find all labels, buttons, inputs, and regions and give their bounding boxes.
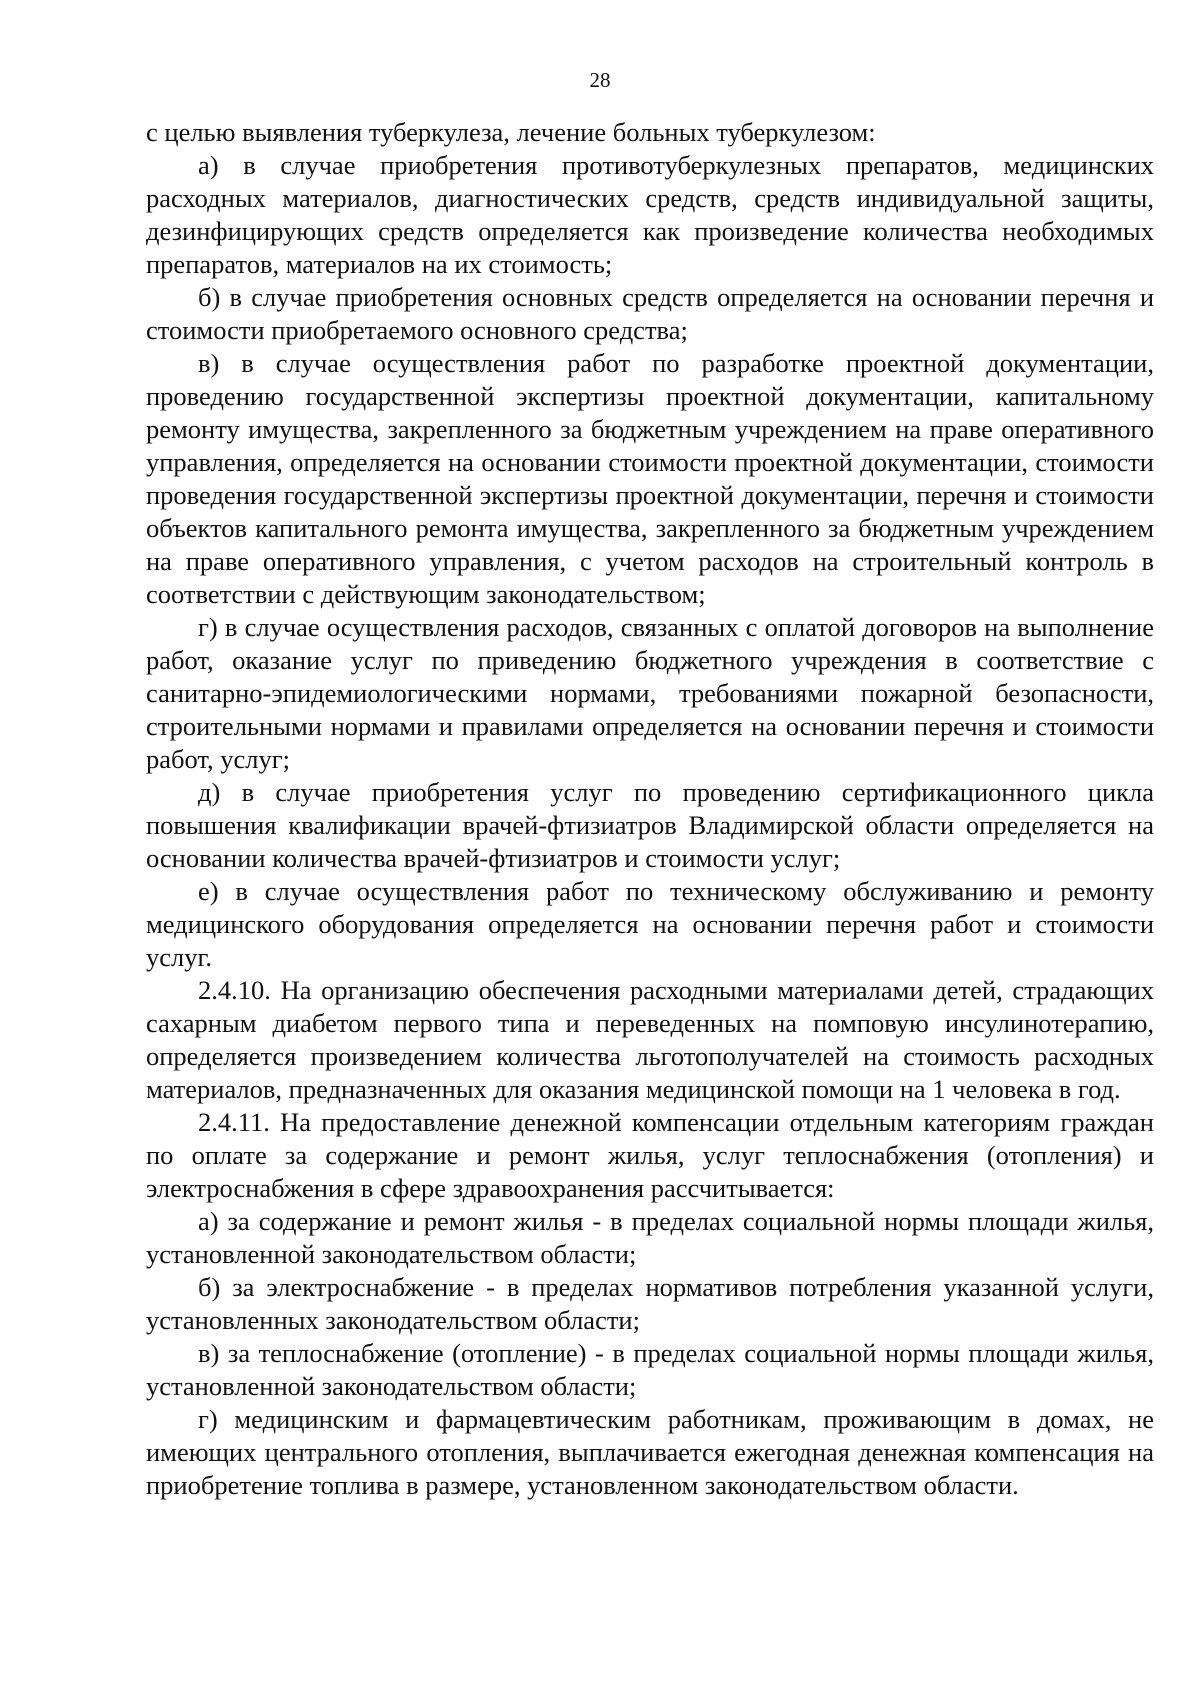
list-item-b-fixed-assets: б) в случае приобретения основных средств определяется на основании перечня и стоимости приобретаемого основного средства;: [146, 282, 1154, 345]
document-body: [146, 116, 1154, 1502]
section-2-4-11-paragraph: 2.4.11. На предоставление денежной компенсации отдельным категориям граждан по оплате за содержание и ремонт жилья, услуг теплоснабжения (отопления) и электроснабжения в сфере здравоохранения рассчитывается:: [146, 1107, 1154, 1203]
list-item-d-certification-cycle: д) в случае приобретения услуг по проведению сертификационного цикла повышения квалификации врачей-фтизиатров Владимирской области определяется на основании количества врачей-фтизиатров и стоимости услуг;: [146, 777, 1154, 873]
list-item-e-equipment-maintenance: е) в случае осуществления работ по техническому обслуживанию и ремонту медицинского оборудования определяется на основании перечня работ и стоимости услуг.: [146, 876, 1154, 972]
list-item-v-design-documentation: в) в случае осуществления работ по разработке проектной документации, проведению государственной экспертизы проектной документации, капитальному ремонту имущества, закрепленного за бюджетным учреждением на праве оперативного управления, определяется на основании стоимости проектной документации, стоимости проведения государственной экспертизы проектной документации, перечня и стоимости объектов капитального ремонта имущества, закрепленного за бюджетным учреждением на праве оперативного управления, с учетом расходов на строительный контроль в соответствии с действующим законодательством;: [146, 348, 1154, 609]
section-2-4-10-paragraph: 2.4.10. На организацию обеспечения расходными материалами детей, страдающих сахарным диабетом первого типа и переведенных на помповую инсулинотерапию, определяется произведением количества льготополучателей на стоимость расходных материалов, предназначенных для оказания медицинской помощи на 1 человека в год.: [146, 975, 1154, 1104]
list-item-a-housing-maintenance: а) за содержание и ремонт жилья - в пределах социальной нормы площади жилья, установленной законодательством области;: [146, 1206, 1154, 1269]
list-item-g-works-contracts: г) в случае осуществления расходов, связанных с оплатой договоров на выполнение работ, оказание услуг по приведению бюджетного учреждения в соответствие с санитарно-эпидемиологическими нормами, требованиями пожарной безопасности, строительными нормами и правилами определяется на основании перечня и стоимости работ, услуг;: [146, 612, 1154, 774]
list-item-b-electricity: б) за электроснабжение - в пределах нормативов потребления указанной услуги, установленных законодательством области;: [146, 1272, 1154, 1335]
list-item-g-fuel-compensation: г) медицинским и фармацевтическим работникам, проживающим в домах, не имеющих центрального отопления, выплачивается ежегодная денежная компенсация на приобретение топлива в размере, установленном законодательством области.: [146, 1404, 1154, 1500]
page-number: 28: [589, 68, 611, 92]
intro-paragraph: с целью выявления туберкулеза, лечение больных туберкулезом:: [146, 117, 876, 147]
list-item-a-tuberculosis-drugs: а) в случае приобретения противотуберкулезных препаратов, медицинских расходных материалов, диагностических средств, средств индивидуальной защиты, дезинфицирующих средств определяется как произведение количества необходимых препаратов, материалов на их стоимость;: [146, 150, 1154, 279]
list-item-v-heating: в) за теплоснабжение (отопление) - в пределах социальной нормы площади жилья, установленной законодательством области;: [146, 1338, 1154, 1401]
